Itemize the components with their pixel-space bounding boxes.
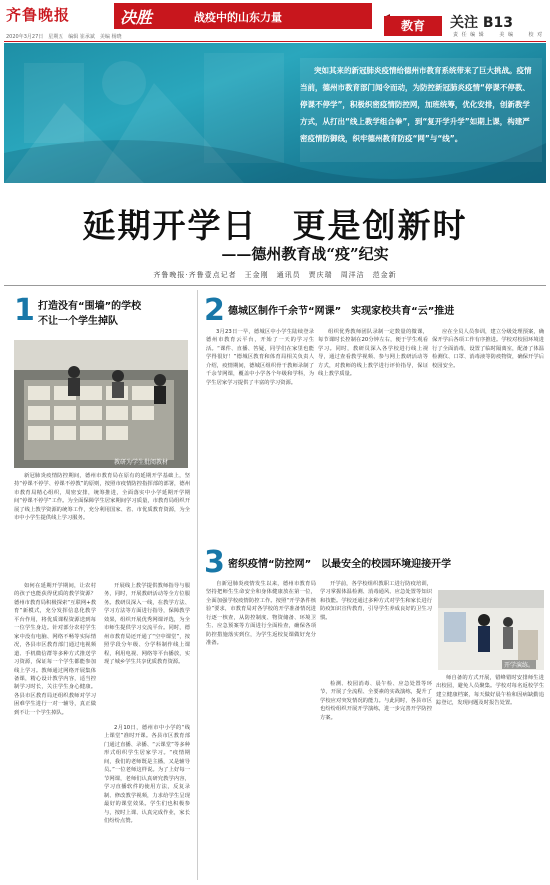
section-1-title-line1: 打造没有“围墙”的学校 <box>38 301 142 312</box>
section-3-body-a: 自新冠肺炎疫情发生以来，德州市教育局坚持把师生生命安全和身体健康放在第一位，全面加强学校疫情防控工作。按照“开学条件核验”要求，市教育局对各学校的开学准备情况进行逐一核查，从防控制度、物资储备、环境卫生、应急预案等方面进行全面检查，确保各项防控措施落实到位，为学生返校复课做好充分准备。 <box>206 581 316 647</box>
section-3-body-d: 师自备的方式开展，错峰错时安排师生进出校园，避免人员聚集。学校对每名返校学生建立健康档案，每天做好晨午检和因病缺勤追踪登记，发现问题及时报告处置。 <box>436 675 544 707</box>
section-2-body-a: 3月23日一早，德城区中小学生陆续登录德州市教育云平台，开始了一天的学习生活。“课件、直播、答疑，同学们在家里也能学得很好！”德城区教育和体育局相关负责人介绍，疫情期间，德城区组织骨干教师录制了千余节网课，覆盖中小学各个年级和学科，为学生居家学习提供了丰富的学习资源。 <box>206 329 314 386</box>
photo-1-illustration <box>14 340 188 468</box>
masthead-logo: 齐鲁晚报 <box>6 6 71 24</box>
section-3-title: 密织疫情“防控网” 以最安全的校园环境迎接开学 <box>228 559 452 570</box>
intro-text: 突如其来的新冠肺炎疫情给德州市教育系统带来了巨大挑战。疫情当前，德州市教育部门闻令而动，为防控新冠肺炎疫情“停课不停教、停课不停学”，积极织密疫情防控网，加班统筹，优化安排，创新教学方式，从打出“线上教学组合拳”，到“复开学升学”如期上课，构建严密疫情防御线，织牢德州教育防疫“网”与“线”。 <box>300 66 532 143</box>
subheadline: ——德州教育战“疫”纪实 <box>221 245 389 263</box>
headline-rule <box>4 285 546 286</box>
banner-subtitle: 战疫中的山东力量 <box>194 11 282 24</box>
section-1-body-c: 开展线上教学提供教师指导与服务，同时，开展教研活动等全方位服务。教研员深入一线，在教学方法、学习方法等方面进行指导，保障教学效果，组织开展优秀网课评选，为全市师生提供学习交流平台。同时，德州市教育局还开通了“空中课堂”，按照学段分年级、分学科制作线上课程，利用电视、网络等平台播放，实现了城乡学生共享优质教育资源。 <box>104 583 190 666</box>
byline: 齐鲁晚报·齐鲁壹点记者 王金刚 通讯员 贾庆瑞 周洋洁 范金新 <box>153 271 397 279</box>
photo-teachers-grading <box>14 340 188 468</box>
photo-1-caption: 教研为学生批阅教材 <box>114 459 169 466</box>
page-label: 关注 B13 <box>450 15 514 31</box>
column-divider <box>197 290 198 880</box>
section-2-number: 2 <box>204 293 225 328</box>
section-1-body-d: 2月10日，德州市中小学的“线上课堂”准时开课。各县市区教育部门通过直播、录播、“云课堂”等多种形式组织学生居家学习。“疫情期间，我们的老师既是主播，又是辅导员。”一位老师这样说。为了上好每一节网课，老师们认真研究教学内容，学习直播软件的使用方法，反复录制、修改教学视频，力求给学生呈现最好的课堂效果。学生们也积极参与，按时上课、认真完成作业，家长们纷纷点赞。 <box>104 725 190 824</box>
photo-2-caption: 开学演练。 <box>504 662 535 669</box>
section-3-body-b: 开学前，各学校组织教职工进行防疫培训，学习掌握体温检测、消毒通风、应急处置等知识和技能。学校还通过多种方式对学生和家长进行防疫知识宣传教育，引导学生养成良好的卫生习惯。 <box>320 581 432 621</box>
section-2-title: 德城区制作千余节“网课” 实现家校共育“云”推进 <box>228 306 455 317</box>
editor-credits: 责 任 编 辑 美 编 校 对 <box>453 32 544 38</box>
photo-opening-drill <box>438 590 544 670</box>
section-2-body-c: 应在全员人员参训，建立分级处理预案，确保开学后各项工作有序推进。学校对校园环境进行了全面消毒，设置了临时隔离室，配备了体温检测仪、口罩、消毒液等防疫物资，确保开学后校园安全。 <box>432 329 544 369</box>
section-1-title-line2: 不让一个学生掉队 <box>38 316 118 327</box>
section-1-number: 1 <box>14 293 35 328</box>
header-rule <box>4 41 546 42</box>
section-1-body-a: 新冠肺炎疫情防控期间，德州市教育局在原有的延期开学基础上，坚持“停课不停学、停课不停教”的原则，按照市疫情防控指挥部的部署，德州市教育局精心组织，周密安排，统筹推进，全面落实中小学延期开学期间“停课不停学”工作。为全面保障学生居家期间学习质量，市教育局组织开展了线上教学资源的统筹工作，充分利用国家、省、市优质教育资源，为全市中小学生提供线上学习服务。 <box>14 473 190 522</box>
issue-meta: 2020年3月27日 星期五 编辑 崔承斌 美编 杨晓 <box>6 34 127 40</box>
section-tab: 教育 <box>384 16 442 36</box>
section-3-number: 3 <box>204 545 225 580</box>
section-3-body-c: 检测、校园消毒、晨午检、应急处置等环节，开展了全流程、全要素的实战演练，提升了学校应对突发情况的能力。与此同时，各县市区也纷纷组织开展开学演练，进一步完善开学防控方案。 <box>320 681 432 721</box>
headline: 延期开学日 更是创新时 <box>82 206 468 245</box>
banner-title: 决胜 <box>120 8 153 27</box>
section-1-body-b: 如何在延期开学期间，让农村的孩子也能获得优质的教学资源？德州市教育局积极探索“互联网+教育”新模式，充分发挥信息化教学平台作用，将优质课程资源送到每一位学生身边。针对部分农村学生家中没有电脑、网络不畅等实际情况，各县市区教育部门通过电视频道、手机微信群等多种方式推送学习资源，保证每一个学生都能参加线上学习。教师通过网络开展集体备课，精心设计教学内容，适当控制学习时长，关注学生身心健康。各县市区教育局还组织教师对学习困难学生进行一对一辅导，真正做到不让一个学生掉队。 <box>14 583 96 716</box>
section-2-body-b: 组织优秀教师团队录制一定数量的微课，每节课时长控制在20分钟左右，便于学生观看学习。同时，教研员深入各学校进行线上视导，通过查看教学视频、参与网上教研活动等方式，对教师的线上教学进行评价指导，保证线上教学质量。 <box>318 329 428 378</box>
photo-2-illustration <box>438 590 544 670</box>
